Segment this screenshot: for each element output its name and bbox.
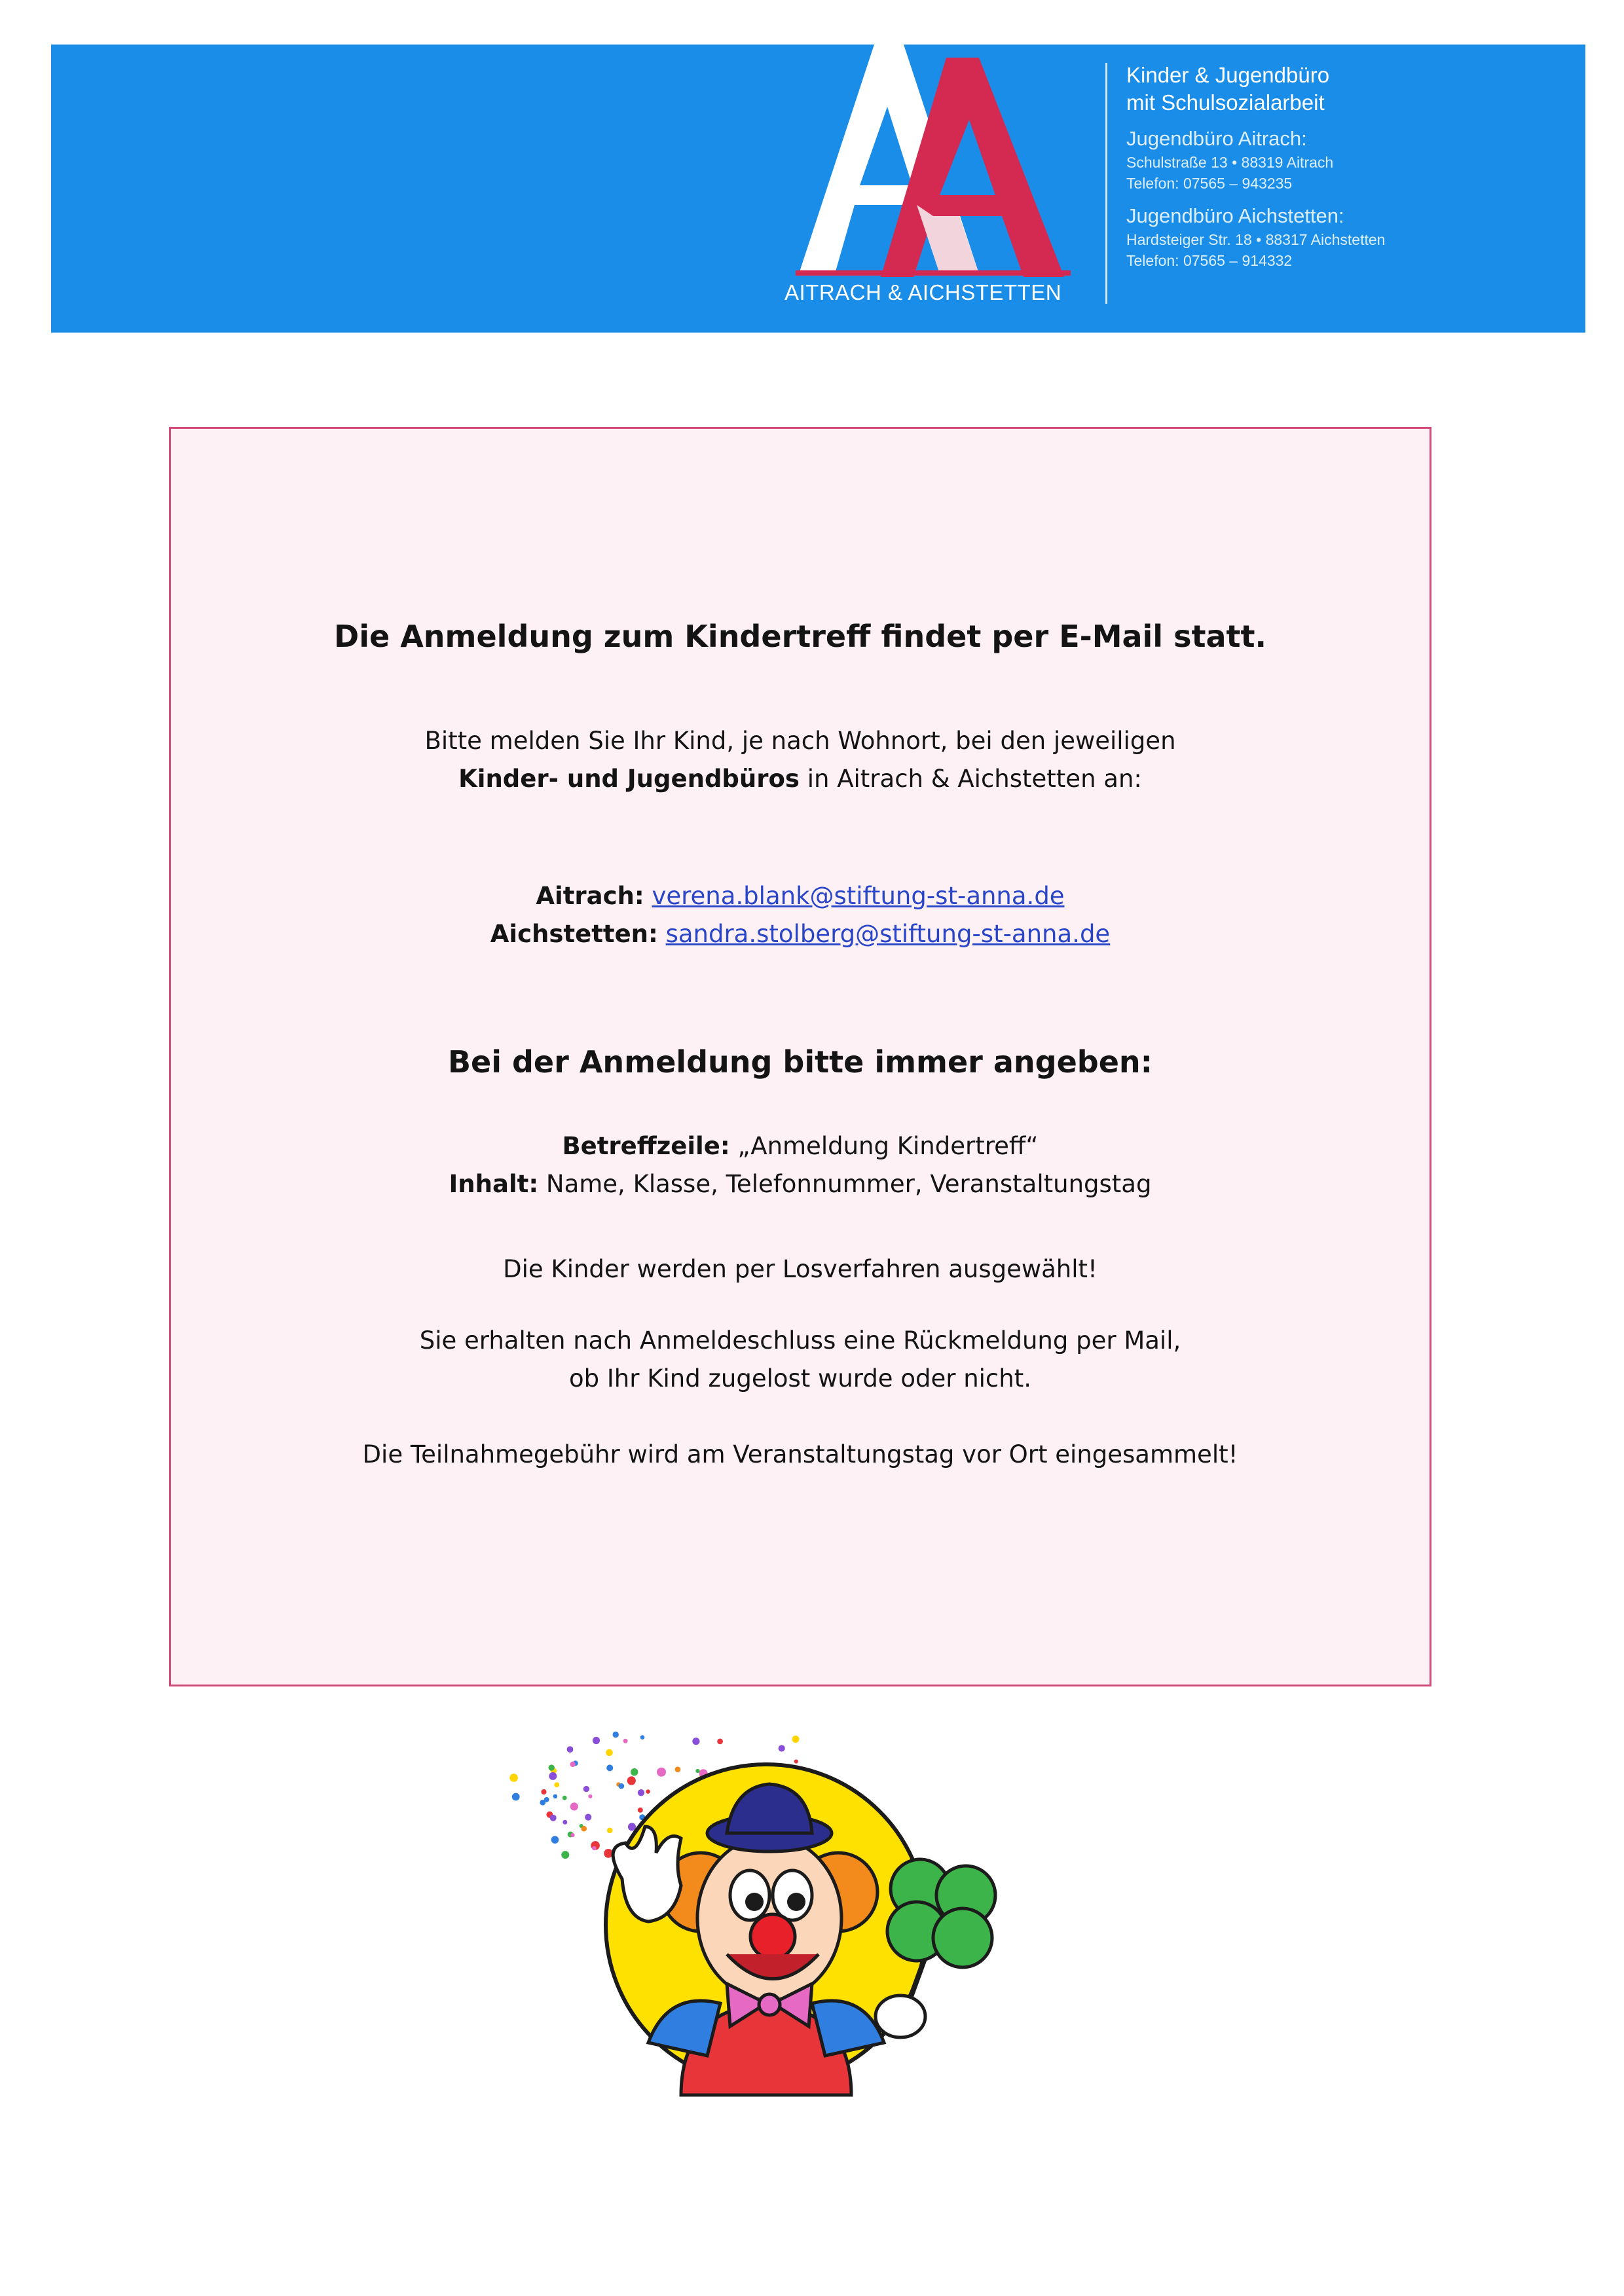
confetti-dot xyxy=(779,1745,785,1751)
clown-illustration xyxy=(485,1728,1074,2121)
header-title-line1: Kinder & Jugendbüro xyxy=(1126,63,1330,87)
confetti-dot xyxy=(585,1814,591,1821)
intro-line1: Bitte melden Sie Ihr Kind, je nach Wohnort, bei den jeweiligen xyxy=(424,727,1176,755)
page-heading: Die Anmeldung zum Kindertreff findet per E-Mail statt. xyxy=(334,619,1266,654)
contact-aitrach xyxy=(171,877,1430,915)
confetti-dot xyxy=(550,1815,557,1821)
intro-line2 xyxy=(171,760,1430,798)
contact-aitrach-email-link[interactable]: verena.blank@stiftung-st-anna.de xyxy=(652,882,1065,910)
header-contact-info xyxy=(1126,62,1545,271)
confetti-dot xyxy=(570,1762,575,1767)
confetti-dot xyxy=(549,1772,557,1780)
office1-name: Jugendbüro Aitrach: xyxy=(1126,127,1307,150)
contact-aichstetten xyxy=(171,915,1430,953)
confetti-dot xyxy=(638,1789,644,1796)
confetti-dot xyxy=(549,1764,555,1770)
feedback-line2: ob Ihr Kind zugelost wurde oder nicht. xyxy=(569,1364,1031,1393)
header-divider xyxy=(1105,63,1107,304)
confetti-dot xyxy=(561,1851,569,1859)
confetti-dot xyxy=(717,1739,723,1745)
subject-label: Betreffzeile: xyxy=(562,1132,730,1160)
confetti-dot xyxy=(606,1749,613,1757)
header-title-line2: mit Schulsozialarbeit xyxy=(1126,90,1325,115)
contact-aichstetten-label: Aichstetten: xyxy=(490,920,658,948)
office1-phone: Telefon: 07565 – 943235 xyxy=(1126,175,1293,192)
confetti-dot xyxy=(613,1732,619,1738)
content-value: Name, Klasse, Telefonnummer, Veranstaltungstag xyxy=(538,1170,1152,1198)
confetti-dot xyxy=(554,1782,559,1787)
confetti-dot xyxy=(792,1736,800,1743)
confetti-dot xyxy=(567,1746,574,1753)
confetti-dot xyxy=(657,1768,666,1777)
confetti-dot xyxy=(627,1776,636,1785)
content-line xyxy=(171,1165,1430,1203)
logo-caption: AITRACH & AICHSTETTEN xyxy=(784,280,1062,304)
confetti-dot xyxy=(553,1795,558,1799)
confetti-dot xyxy=(563,1796,567,1800)
confetti-dot xyxy=(581,1826,587,1832)
confetti-dot xyxy=(512,1793,520,1801)
confetti-dot xyxy=(563,1820,567,1825)
content-label: Inhalt: xyxy=(449,1170,539,1198)
contact-aichstetten-email-link[interactable]: sandra.stolberg@stiftung-st-anna.de xyxy=(665,920,1111,948)
confetti-dot xyxy=(593,1737,600,1744)
contact-aitrach-label: Aitrach: xyxy=(536,882,644,910)
confetti-dot xyxy=(631,1768,638,1776)
info-box xyxy=(169,427,1431,1686)
subject-value: „Anmeldung Kindertreff“ xyxy=(729,1132,1039,1160)
confetti-dot xyxy=(583,1786,589,1792)
confetti-dot xyxy=(541,1789,546,1795)
confetti-dot xyxy=(640,1735,645,1740)
subject-line xyxy=(171,1127,1430,1165)
intro-rest-text: in Aitrach & Aichstetten an: xyxy=(799,765,1142,793)
confetti-dot xyxy=(692,1738,699,1745)
intro-bold-text: Kinder- und Jugendbüros xyxy=(458,765,800,793)
confetti-dot xyxy=(606,1764,613,1771)
office2-phone: Telefon: 07565 – 914332 xyxy=(1126,252,1293,269)
feedback-line1: Sie erhalten nach Anmeldeschluss eine Rückmeldung per Mail, xyxy=(419,1326,1181,1355)
confetti-dot xyxy=(588,1795,592,1798)
confetti-dot xyxy=(540,1800,545,1806)
confetti-dot xyxy=(570,1802,578,1810)
confetti-dot xyxy=(607,1828,613,1834)
office2-name: Jugendbüro Aichstetten: xyxy=(1126,204,1344,227)
office2-address: Hardsteiger Str. 18 • 88317 Aichstetten xyxy=(1126,231,1386,248)
aa-logo-icon xyxy=(783,45,1097,319)
confetti-dot xyxy=(638,1808,643,1813)
confetti-dot xyxy=(646,1789,650,1794)
confetti-dot xyxy=(592,1846,597,1851)
confetti-dot xyxy=(551,1836,559,1844)
fee-text: Die Teilnahmegebühr wird am Veranstaltungstag vor Ort eingesammelt! xyxy=(362,1440,1238,1468)
confetti-dot xyxy=(619,1783,625,1789)
confetti-dot xyxy=(509,1774,518,1782)
confetti-dot xyxy=(794,1759,798,1763)
confetti-dot xyxy=(675,1766,681,1772)
confetti-dot xyxy=(623,1739,628,1743)
subheading: Bei der Anmeldung bitte immer angeben: xyxy=(447,1044,1153,1080)
confetti-dot xyxy=(695,1769,699,1773)
lottery-text: Die Kinder werden per Losverfahren ausgewählt! xyxy=(503,1255,1098,1283)
office1-address: Schulstraße 13 • 88319 Aitrach xyxy=(1126,154,1334,171)
confetti-dot xyxy=(570,1833,574,1837)
